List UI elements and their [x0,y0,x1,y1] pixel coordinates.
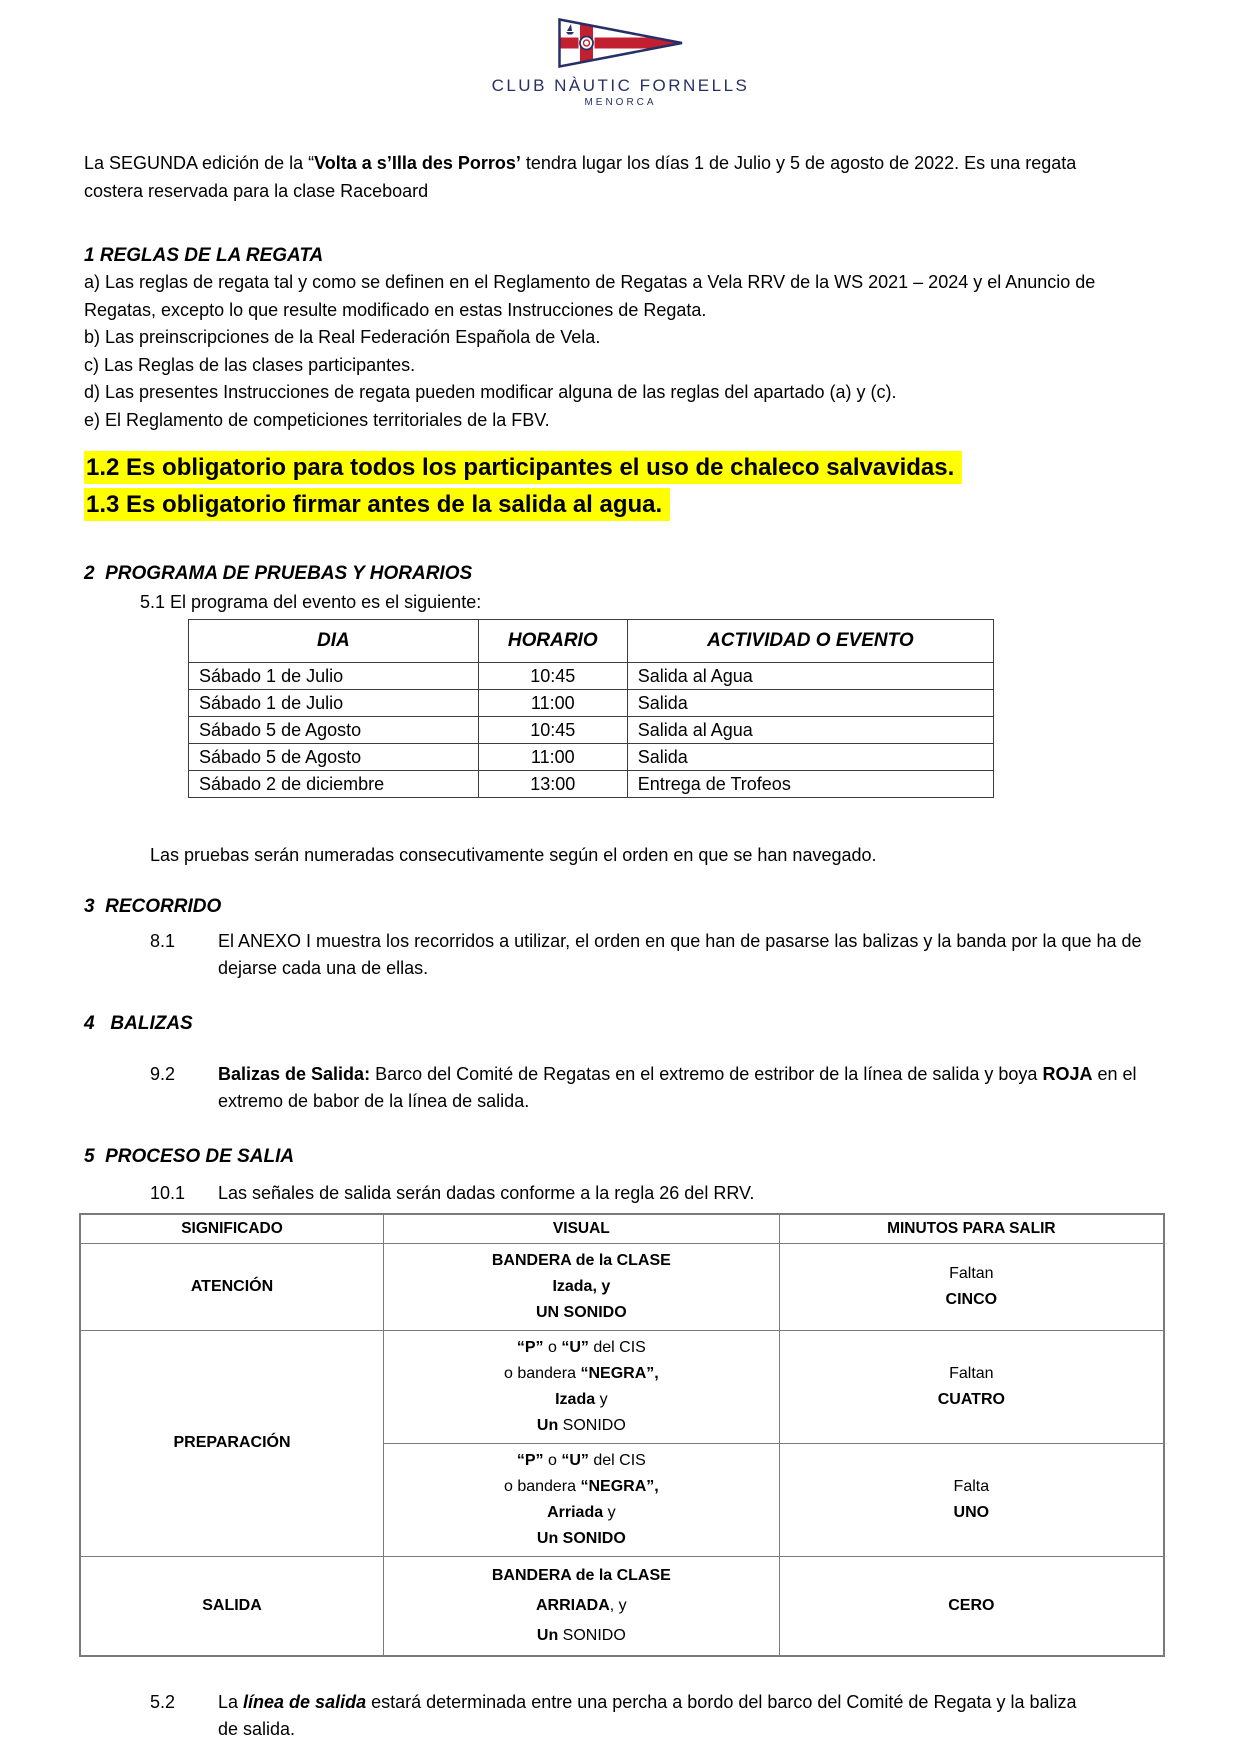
table-row [189,690,994,717]
table-cell: Salida [627,690,993,717]
section-3-title: 3 RECORRIDO [84,895,222,917]
table-cell: Sábado 5 de Agosto [189,717,479,744]
text-run: o [543,1338,562,1356]
club-name: CLUB NÀUTIC FORNELLS [491,76,750,95]
text-run: UN SONIDO [536,1303,627,1321]
signals-table-body [80,1243,1164,1656]
item-8-1 [150,928,1157,983]
text-run: La [218,1691,244,1712]
text-run: La SEGUNDA edición de la “ [84,153,315,173]
text-run: Un [536,1626,559,1644]
col-header-horario: HORARIO [478,620,627,663]
signal-row-preparacion-1 [80,1330,1164,1443]
table-row [189,717,994,744]
text-run: tendra lugar los días 1 de Julio y 5 de agosto de 2022. Es una regata costera reservada para la clase Raceboard [84,153,1077,201]
text-run: “U” [561,1338,589,1356]
text-run: “NEGRA”, [580,1364,659,1382]
cell-line [390,1300,773,1326]
cell-line [390,1561,773,1591]
col-header-actividad: ACTIVIDAD O EVENTO [627,620,993,663]
club-burgee-icon [558,18,684,68]
item-number: 9.2 [150,1063,176,1084]
text-run: Un SONIDO [536,1529,626,1547]
section-2-title: 2 PROGRAMA DE PRUEBAS Y HORARIOS [84,563,473,584]
significado-cell: ATENCIÓN [80,1243,384,1330]
text-run: Arriada [547,1503,604,1521]
item-text [218,1061,1153,1116]
visual-cell [384,1330,780,1443]
cell-line [390,1413,773,1439]
cell-line [390,1621,773,1651]
text-run: CINCO [945,1290,998,1308]
rule-1-3-highlight: 1.3 Es obligatorio firmar antes de la salida al agua. [84,486,1157,523]
text-run: “U” [561,1451,589,1469]
col-header-dia: DIA [189,620,479,663]
table-cell: Sábado 1 de Julio [189,690,479,717]
table-row [189,744,994,771]
cell-line [390,1448,773,1474]
cell-line [786,1361,1157,1387]
cell-line [390,1526,773,1552]
program-table [188,619,994,798]
list-item: c) Las Reglas de las clases participantes. [84,354,416,375]
cell-line [390,1387,773,1413]
start-signals-table [79,1213,1165,1657]
table-cell: 13:00 [478,771,627,798]
text-run: Izada [555,1390,596,1408]
text-run: del CIS [588,1338,646,1356]
program-intro: 5.1 El programa del evento es el siguiente: [140,592,482,612]
item-text: El ANEXO I muestra los recorridos a utilizar, el orden en que han de pasarse las balizas y la banda por la que ha de dejarse cada una de ellas. [218,930,1142,978]
text-run: BANDERA de la CLASE [491,1251,671,1269]
text-run: “NEGRA”, [580,1477,659,1495]
text-run: Faltan [949,1264,994,1282]
col-header-significado: SIGNIFICADO [80,1214,384,1243]
text-run: Falta [953,1477,990,1495]
item-5-2 [150,1689,1157,1744]
cell-line [390,1361,773,1387]
list-item: a) Las reglas de regata tal y como se definen en el Reglamento de Regatas a Vela RRV de la WS 2021 – 2024 y el Anuncio de Regatas, excepto lo que resulte modificado en estas Instrucciones de Regata. [84,272,1096,320]
text-run: Izada, y [552,1277,611,1295]
list-item: d) Las presentes Instrucciones de regata pueden modificar alguna de las reglas del apartado (a) y (c). [84,382,897,402]
program-table-body [189,663,994,798]
minutos-cell [779,1443,1164,1556]
cell-line [786,1387,1157,1413]
item-number: 8.1 [150,930,176,951]
text-run: Volta a s’Illa des Porros’ [314,153,521,173]
signal-row-salida [80,1556,1164,1656]
table-cell: 10:45 [478,717,627,744]
cell-line [786,1591,1157,1621]
cell-line [390,1591,773,1621]
text-run: Balizas de Salida: [218,1063,371,1084]
text-run: y [595,1390,608,1408]
club-location: MENORCA [584,97,657,108]
text-run: en el extremo de babor de la línea de salida. [218,1063,1137,1111]
text-run: ARRIADA [536,1596,610,1614]
text-run: Barco del Comité de Regatas en el extremo de estribor de la línea de salida y boya [370,1063,1043,1084]
section-1-items [84,269,1157,434]
item-10-1 [150,1180,1157,1208]
cell-line [786,1474,1157,1500]
text-run: y [603,1503,616,1521]
cell-line [786,1500,1157,1526]
minutos-cell [779,1330,1164,1443]
text-run: , y [609,1596,627,1614]
text-run: Faltan [949,1364,994,1382]
table-cell: Salida al Agua [627,663,993,690]
text-run: “P” [516,1338,544,1356]
text-run: CUATRO [937,1390,1005,1408]
table-cell: Salida [627,744,993,771]
text-run: o bandera [503,1364,581,1382]
visual-cell [384,1556,780,1656]
minutos-cell [779,1556,1164,1656]
visual-cell [384,1443,780,1556]
text-run: Un [536,1416,559,1434]
section-1-title: 1 REGLAS DE LA REGATA [84,245,324,266]
section-5-title: 5 PROCESO DE SALIA [84,1145,295,1167]
cell-line [390,1500,773,1526]
item-9-2 [150,1061,1157,1116]
text-run: línea de salida [243,1691,367,1712]
document-header [0,0,1241,108]
table-cell: Sábado 5 de Agosto [189,744,479,771]
cell-line [390,1274,773,1300]
table-cell: Entrega de Trofeos [627,771,993,798]
text-run: CERO [948,1596,995,1614]
highlighted-rules [84,449,1157,523]
intro-paragraph [84,150,1119,205]
table-cell: Sábado 1 de Julio [189,663,479,690]
item-number: 5.2 [150,1691,176,1712]
cell-line [786,1287,1157,1313]
program-table-header [189,620,994,663]
signal-row-atencion [80,1243,1164,1330]
table-row [189,663,994,690]
item-number: 10.1 [150,1182,186,1203]
text-run: estará determinada entre una percha a bordo del barco del Comité de Regata y la baliza de salida. [218,1691,1077,1739]
item-text: Las señales de salida serán dadas conforme a la regla 26 del RRV. [218,1182,755,1203]
text-run: del CIS [588,1451,646,1469]
text-run: SONIDO [558,1626,626,1644]
significado-cell: SALIDA [80,1556,384,1656]
col-header-minutos: MINUTOS PARA SALIR [779,1214,1164,1243]
text-run: SONIDO [558,1416,626,1434]
signals-table-header [80,1214,1164,1243]
header-row [80,1214,1164,1243]
text-run: UNO [953,1503,990,1521]
table-cell: Sábado 2 de diciembre [189,771,479,798]
cell-line [390,1335,773,1361]
rule-1-2-highlight: 1.2 Es obligatorio para todos los participantes el uso de chaleco salvavidas. [84,449,1157,486]
cell-line [786,1261,1157,1287]
minutos-cell [779,1243,1164,1330]
text-run: BANDERA de la CLASE [491,1566,671,1584]
text-run: o bandera [503,1477,581,1495]
list-item: e) El Reglamento de competiciones territoriales de la FBV. [84,409,550,430]
document-body [0,150,1241,1744]
table-cell: Salida al Agua [627,717,993,744]
list-item: b) Las preinscripciones de la Real Federación Española de Vela. [84,327,601,347]
visual-cell [384,1243,780,1330]
significado-cell: PREPARACIÓN [80,1330,384,1556]
cell-line [390,1248,773,1274]
table-cell: 11:00 [478,744,627,771]
cell-line [390,1474,773,1500]
table-row [189,771,994,798]
section-4-title: 4 BALIZAS [84,1012,193,1034]
text-run: o [543,1451,562,1469]
program-note: Las pruebas serán numeradas consecutivamente según el orden en que se han navegado. [150,845,877,865]
item-text [218,1689,1098,1744]
table-cell: 10:45 [478,663,627,690]
table-cell: 11:00 [478,690,627,717]
text-run: ROJA [1042,1063,1093,1084]
header-row [189,620,994,663]
col-header-visual: VISUAL [384,1214,780,1243]
text-run: “P” [516,1451,544,1469]
